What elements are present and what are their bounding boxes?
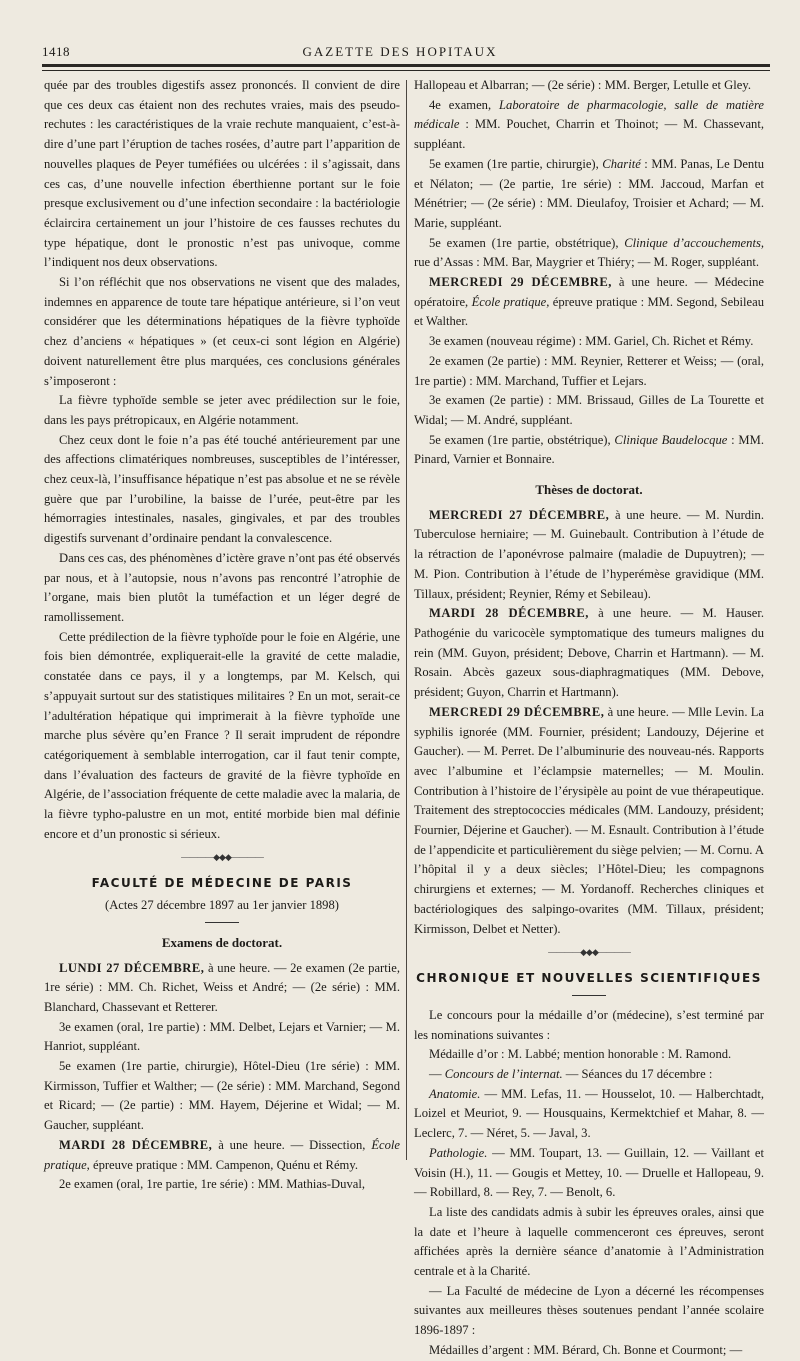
entry-text: à une heure. — Médecine opératoire, bbox=[414, 275, 765, 309]
faculty-heading: FACULTÉ DE MÉDECINE DE PARIS bbox=[91, 876, 353, 891]
news-paragraph: Médaille d’or : M. Labbé; mention honorable : M. Ramond. bbox=[429, 1047, 732, 1062]
entry-text: — MM. Lefas, 11. — Housselot, 10. — Halberchtadt, Loizel et Meuriot, 9. — Housquains, Kermektchief et Mahar, 8. — Leclerc, 7. — Néret, 5. — Javal, 3. bbox=[414, 1086, 764, 1141]
chronique-heading: CHRONIQUE ET NOUVELLES SCIENTIFIQUES bbox=[416, 971, 762, 986]
exam-entry bbox=[44, 959, 400, 1018]
date-label: MERCREDI 27 DÉCEMBRE, bbox=[429, 507, 610, 522]
exam-entry: 2e examen (oral, 1re partie, 1re série) : MM. Mathias-Duval, bbox=[59, 1177, 365, 1192]
short-rule bbox=[205, 922, 239, 923]
entry-italic: École pratique, bbox=[471, 294, 550, 309]
date-label: MARDI 28 DÉCEMBRE, bbox=[59, 1137, 213, 1152]
thesis-entry bbox=[414, 703, 764, 939]
paragraph: Si l’on réfléchit que nos observations ne visent que des malades, indemnes en apparence de toute tare hépatique antérieure, si l’on veut considérer que les déterminations hépatiques de la fièvre typhoïde chez d’anciens « hépatiques » (et ceux-ci sont légion en Algérie) doivent naturellement être plus marquées, ces conclusions générales s’imposeront : bbox=[44, 275, 400, 388]
entry-italic: Anatomie. bbox=[429, 1086, 481, 1101]
news-paragraph bbox=[414, 1065, 764, 1085]
entry-text: à une heure. — M. Nurdin. Tuberculose herniaire; — M. Guinebault. Contribution à l’étude de la rétraction de l’aponévrose palmaire (maladie de Dupuytren); — M. Pion. Contribution à l’étude de l’hyperémèse gravidique (MM. Tillaux, président; Reynier, Rémy et Sebileau). bbox=[414, 507, 765, 601]
entry-text: à une heure. — Dissection, bbox=[212, 1137, 372, 1152]
paragraph: Chez ceux dont le foie n’a pas été touché antérieurement par une des affections climatériques nombreuses, susceptibles de l’intéresser, chez ceux-là, l’insuffisance hépatique n’est pas absolue et ne se révèle guère que par l’urobiline, la baisse de l’urée, peut-être par les hémorragies intestinales, nasales, gingivales, et par des troubles digestifs survenant d’ordinaire pendant la convalescence. bbox=[44, 432, 400, 546]
entry-italic: Pathologie. bbox=[429, 1145, 488, 1160]
paragraph: Cette prédilection de la fièvre typhoïde pour le foie en Algérie, une fois bien démontrée, expliquerait-elle la gravité de cette maladie, constatée dans ce pays, il y a longtemps, par M. Kelsch, qui s’appuyait surtout sur des statistiques militaires ? En un mot, serait-ce l’adultération hépatique qui imprimerait à la fièvre typhoïde une marche plus sévère qu’en France ? Il serait imprudent de répondre catégoriquement à semblable interrogation, car il faut tenir compte, dans l’évaluation des facteurs de gravité de la fièvre typhoïde en Algérie, de l’association fréquente de cette maladie avec la malaria, de la fièvre typho-palustre en un mot, entité morbide bien mal définie encore et d’un pronostic si sérieux. bbox=[44, 629, 400, 841]
entry-italic: Clinique Baudelocque bbox=[614, 432, 728, 447]
journal-title: GAZETTE DES HOPITAUX bbox=[302, 44, 498, 59]
entry-text: épreuve pratique : MM. Segond, Sebileau et Walther. bbox=[414, 294, 765, 329]
news-paragraph: La liste des candidats admis à subir les épreuves orales, ainsi que la date et l’heure à laquelle commenceront ces épreuves, seront affichées après la dernière séance d’anatomie à l’Administration centrale et à la Charité. bbox=[414, 1204, 764, 1279]
entry-text: 5e examen (1re partie, chirurgie), bbox=[429, 156, 603, 171]
theses-heading: Thèses de doctorat. bbox=[535, 482, 643, 498]
thesis-entry bbox=[414, 506, 764, 605]
date-label: MERCREDI 29 DÉCEMBRE, bbox=[429, 275, 612, 290]
entry-text: épreuve pratique : MM. Campenon, Quénu et Rémy. bbox=[89, 1157, 358, 1172]
entry-text: — Séances du 17 décembre : bbox=[562, 1067, 713, 1082]
entry-italic: Concours de l’internat. bbox=[444, 1067, 563, 1082]
exam-entry bbox=[414, 234, 764, 273]
exam-entry: 2e examen (2e partie) : MM. Reynier, Retterer et Weiss; — (oral, 1re partie) : MM. Marchand, Tuffier et Lejars. bbox=[414, 353, 764, 388]
news-paragraph bbox=[414, 1144, 764, 1203]
paragraph: Dans ces cas, des phénomènes d’ictère grave n’ont pas été observés par nous, et à l’autopsie, nous n’avons pas rencontré l’atrophie de l’organe, mais bien plutôt la tuméfaction et un léger degré de ramollissement. bbox=[44, 550, 400, 624]
entry-text: — MM. Toupart, 13. — Guillain, 12. — Vaillant et Voisin (H.), 11. — Gougis et Mettey, 10. — Druelle et Hallopeau, 9. — Robillard, 8. — Rey, 7. — Benolt, 6. bbox=[414, 1145, 764, 1200]
news-paragraph: Médailles d’argent : MM. Bérard, Ch. Bonne et Courmont; — bbox=[429, 1342, 743, 1357]
header-rule-thin bbox=[42, 70, 770, 71]
date-label: MARDI 28 DÉCEMBRE, bbox=[429, 606, 589, 621]
exam-entry: 5e examen (1re partie, chirurgie), Hôtel-Dieu (1re série) : MM. Kirmisson, Tuffier et Walther; — (2e série) : MM. Marchand, Segond et Ricard; — (2e partie) : MM. Hayem, Déjerine et Widal; — M. Gaucher, suppléant. bbox=[44, 1059, 400, 1133]
exam-entry bbox=[414, 273, 764, 332]
entry-text: 5e examen (1re partie, obstétrique), bbox=[429, 235, 625, 250]
exam-entry: Hallopeau et Albarran; — (2e série) : MM. Berger, Letulle et Gley. bbox=[414, 78, 751, 92]
exam-entry: 3e examen (2e partie) : MM. Brissaud, Gilles de La Tourette et Widal; — M. André, suppléant. bbox=[414, 393, 764, 427]
entry-text: 4e examen, bbox=[429, 97, 500, 112]
entry-text: à une heure. — M. Hauser. Pathogénie du varicocèle symptomatique des tumeurs malignes du rein (MM. Guyon, président; Debove, Charrin et Hartmann). — M. Rosain. Abcès gazeux sous-diaphragmatiques (MM. Debove, président; Guyon, Charrin et Hartmann). bbox=[414, 606, 764, 700]
entry-text: rue d’Assas : MM. Bar, Maygrier et Thiéry; — M. Roger, suppléant. bbox=[414, 255, 760, 270]
column-divider bbox=[406, 80, 407, 1160]
short-rule bbox=[572, 995, 606, 996]
entry-italic: Charité bbox=[602, 156, 641, 171]
entry-italic: Clinique d’accouchements, bbox=[624, 235, 764, 250]
exam-entry bbox=[414, 96, 764, 155]
news-paragraph: Le concours pour la médaille d’or (médecine), s’est terminé par les nominations suivantes : bbox=[414, 1007, 764, 1042]
entry-italic: École pratique, bbox=[44, 1137, 400, 1172]
paragraph: quée par des troubles digestifs assez prononcés. Il convient de dire que ces deux cas étaient non des rechutes vraies, mais des pseudo-rechutes : les caractéristiques de la vraie rechute manquaient, c’est-à-dire d’une part l’éruption de taches rosées, d’autre part l’apparition de nouvelles plaques de Peyer tuméfiées ou ulcérées : il s’agissait, dans ces cas, d’une nouvelle infection éberthienne portant sur le foie presque exclusivement ou d’une infection secondaire : la bactériologie éclaircira certainement un jour l’histoire de ces fausses rechutes du type hépatique, dont le pronostic n’est pas univoque, comme l’indiquent nos deux observations. bbox=[44, 78, 400, 270]
paragraph: La fièvre typhoïde semble se jeter avec prédilection sur le foie, dans les pays prétropicaux, en Algérie notamment. bbox=[44, 393, 400, 427]
entry-text: : MM. Pinard, Varnier et Bonnaire. bbox=[414, 432, 764, 467]
entry-text: : MM. Panas, Le Dentu et Nélaton; — (2e partie, 1re série) : MM. Jaccoud, Marfan et Ménétrier; — (2e série) : MM. Dieulafoy, Troisier et Achard; — M. Marie, suppléant. bbox=[414, 156, 764, 230]
faculty-subheading: (Actes 27 décembre 1897 au 1er janvier 1898) bbox=[105, 898, 339, 913]
exam-entry bbox=[414, 431, 764, 470]
exam-entry: 3e examen (nouveau régime) : MM. Gariel, Ch. Richet et Rémy. bbox=[429, 334, 754, 349]
header-rule-thick bbox=[42, 64, 770, 67]
entry-italic: Laboratoire de pharmacologie, salle de matière médicale bbox=[414, 97, 764, 132]
exam-entry bbox=[414, 155, 764, 234]
entry-text: 5e examen (1re partie, obstétrique), bbox=[429, 432, 615, 447]
section-ornament: ————◆◆◆———— bbox=[548, 947, 630, 958]
exams-heading: Examens de doctorat. bbox=[161, 934, 283, 950]
right-column bbox=[414, 76, 764, 1361]
section-ornament: ————◆◆◆———— bbox=[181, 852, 263, 863]
entry-text: — bbox=[429, 1067, 445, 1082]
entry-text: à une heure. — 2e examen (2e partie, 1re série) : MM. Ch. Richet, Weiss et André; — (2e série) : MM. Blanchard, Chassevant et Retterer. bbox=[44, 960, 400, 1014]
date-label: MERCREDI 29 DÉCEMBRE, bbox=[429, 704, 605, 719]
news-paragraph: — La Faculté de médecine de Lyon a décerné les récompenses suivantes aux meilleures thèses soutenues pendant l’année scolaire 1896-1897 : bbox=[414, 1283, 764, 1338]
entry-text: : MM. Pouchet, Charrin et Thoinot; — M. Chassevant, suppléant. bbox=[414, 117, 764, 152]
exam-entry: 3e examen (oral, 1re partie) : MM. Delbet, Lejars et Varnier; — M. Hanriot, suppléant. bbox=[44, 1019, 400, 1054]
left-column bbox=[44, 76, 400, 1195]
date-label: LUNDI 27 DÉCEMBRE, bbox=[59, 960, 205, 975]
thesis-entry bbox=[414, 604, 764, 703]
page-number: 1418 bbox=[42, 44, 70, 59]
entry-text: à une heure. — Mlle Levin. La syphilis ignorée (MM. Fournier, président; Landouzy, Déjerine et Gaucher). — M. Perret. De l’albuminurie des nouveau-nés. Rapports avec l’albumine et l’éclampsie maternelles; — M. Moulin. Contribution à l’histoire de l’érysipèle au point de vue thérapeutique. Traitement des streptococcies médicales (MM. Landouzy, président; Fournier, Déjerine et Gaucher). — M. Esnault. Contribution à l’étude de l’appendicite et particulièrement du siège pelvien; — M. Cornu. A l’hôpital il y a deux siècles; l’Hôtel-Dieu; les compagnons chirurgiens et externes; — M. Yordanoff. Recherches cliniques et bactériologiques des salpingo-ovarites (MM. Tillaux, président; Kirmisson, Delbet et Netter). bbox=[414, 704, 764, 936]
news-paragraph bbox=[414, 1085, 764, 1144]
